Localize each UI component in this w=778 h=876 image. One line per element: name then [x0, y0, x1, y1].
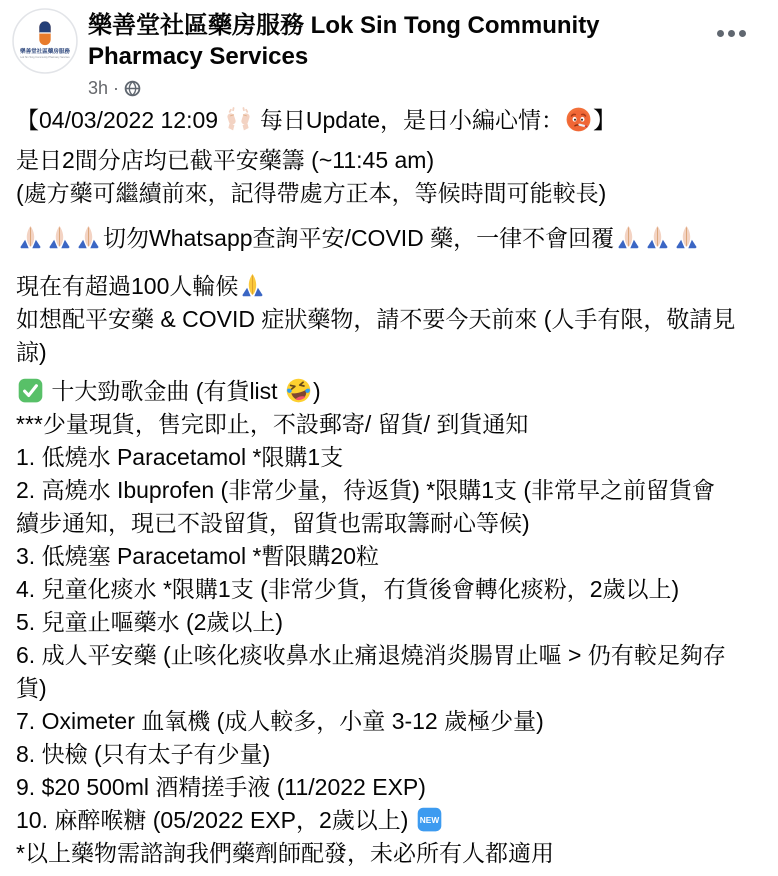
post-line: 6. 成人平安藥 (止咳化痰收鼻水止痛退燒消炎腸胃止嘔 > 仍有較足夠存	[16, 642, 726, 668]
svg-text:樂善堂社區藥房服務: 樂善堂社區藥房服務	[20, 48, 70, 55]
page-avatar[interactable]	[12, 8, 78, 74]
ellipsis-dot	[717, 30, 724, 37]
page-name-link[interactable]: 樂善堂社區藥房服務 Lok Sin Tong Community Pharmacy Services	[88, 12, 600, 70]
folded-hands-light-icon	[644, 224, 671, 251]
post-line: 9. $20 500ml 酒精搓手液 (11/2022 EXP)	[16, 774, 426, 800]
folded-hands-light-icon	[75, 224, 102, 251]
post-line: 7. Oximeter 血氧機 (成人較多，小童 3-12 歲極少量)	[16, 708, 544, 734]
ellipsis-dot	[739, 30, 746, 37]
rofl-icon	[285, 377, 312, 404]
ellipsis-dot	[728, 30, 735, 37]
folded-hands-light-icon	[615, 224, 642, 251]
post-line: 貨)	[16, 675, 47, 701]
post-line: 1. 低燒水 Paracetamol *限購1支	[16, 444, 344, 470]
sick-face-icon	[565, 106, 592, 133]
meta-separator: ·	[113, 78, 120, 98]
post-line: 切勿Whatsapp查詢平安/COVID 藥，一律不會回覆	[16, 222, 762, 255]
post-line: 10. 麻醉喉糖 (05/2022 EXP，2歲以上) NEW	[16, 804, 762, 837]
svg-text:Lok Sin Tong Community Pharmac: Lok Sin Tong Community Pharmacy Services	[20, 56, 70, 60]
post-line: 5. 兒童止嘔藥水 (2歲以上)	[16, 609, 284, 635]
post-header	[0, 0, 778, 98]
post-line: 2. 高燒水 Ibuprofen (非常少量，待返貨) *限購1支 (非常早之前留貨會	[16, 477, 716, 503]
post-line: (處方藥可繼續前來，記得帶處方正本，等候時間可能較長)	[16, 180, 607, 206]
post-line: 諒)	[16, 339, 47, 365]
raising-hands-icon	[225, 106, 252, 133]
post-line: 8. 快檢 (只有太子有少量)	[16, 741, 271, 767]
pharmacy-logo-icon	[12, 8, 78, 74]
new-badge-icon	[416, 806, 443, 833]
post-header-info	[88, 8, 762, 98]
post-line: 【04/03/2022 12:09 每日Update，是日小編心情： 】	[16, 107, 617, 133]
post-line: 是日2間分店均已截平安藥籌 (~11:45 am)	[16, 147, 435, 173]
post-timestamp[interactable]: 3h	[88, 78, 109, 98]
post-line: 如想配平安藥 & COVID 症狀藥物，請不要今天前來 (人手有限，敬請見	[16, 306, 736, 332]
post-line: 十大勁歌金曲 (有貨list )	[16, 375, 762, 408]
folded-hands-light-icon	[673, 224, 700, 251]
post-line: 續步通知，現已不設留貨，留貨也需取籌耐心等候)	[16, 510, 530, 536]
post-meta	[88, 78, 762, 98]
folded-hands-light-icon	[46, 224, 73, 251]
check-mark-icon	[17, 377, 44, 404]
post-line: ***少量現貨，售完即止，不設郵寄/ 留貨/ 到貨通知	[16, 411, 529, 437]
post-line: *以上藥物需諮詢我們藥劑師配發，未必所有人都適用	[16, 840, 554, 866]
post-options-button[interactable]	[711, 24, 752, 43]
post-line: 4. 兒童化痰水 *限購1支 (非常少貨，冇貨後會轉化痰粉，2歲以上)	[16, 576, 680, 602]
svg-text:NEW: NEW	[419, 814, 440, 825]
folded-hands-light-icon	[17, 224, 44, 251]
globe-privacy-icon	[124, 79, 141, 97]
post-line: 3. 低燒塞 Paracetamol *暫限購20粒	[16, 543, 380, 569]
post-line: 現在有超過100人輪候	[16, 270, 762, 303]
folded-hands-icon	[239, 272, 266, 299]
post-content	[0, 98, 778, 870]
